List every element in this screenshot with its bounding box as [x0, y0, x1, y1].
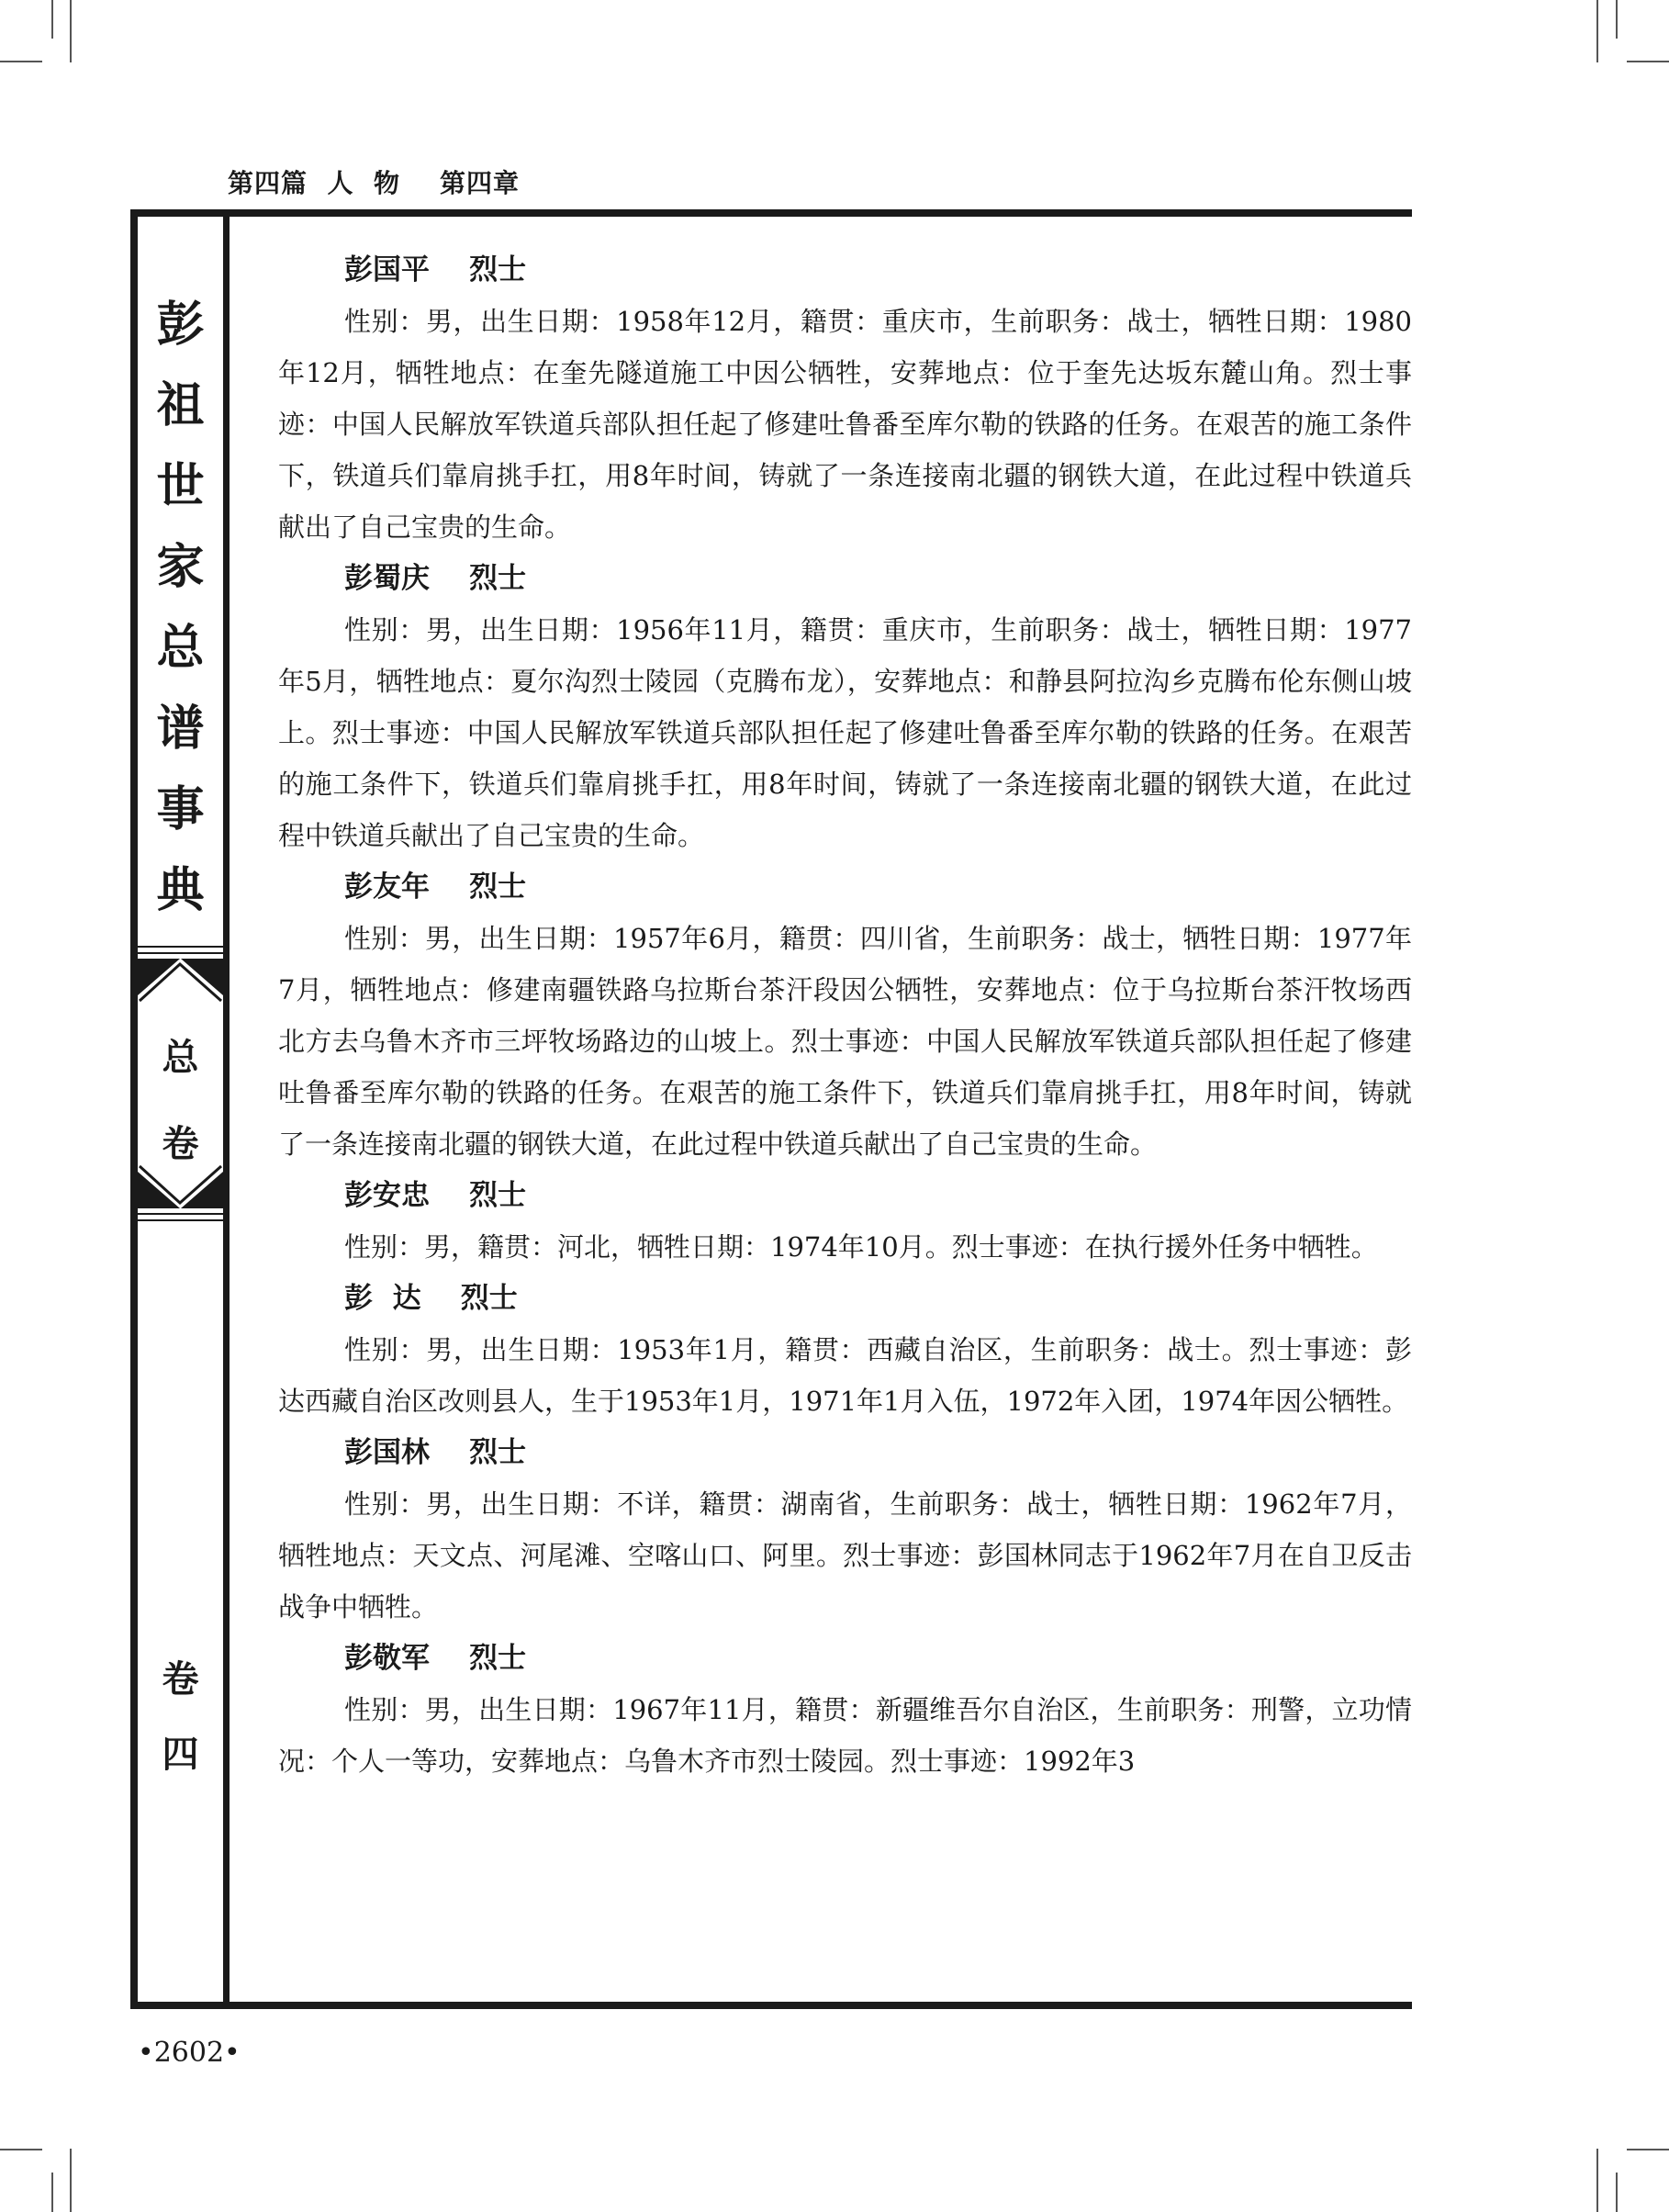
book-title-vertical: [138, 285, 223, 931]
entry-body: 性别：男，出生日期：1953年1月，籍贯：西藏自治区，生前职务：战士。烈士事迹：彭达西藏自治区改则县人，生于1953年1月，1971年1月入伍，1972年入团，1974年因公牺牲。: [278, 1334, 1412, 1417]
entry-body: 性别：男，籍贯：河北，牺牲日期：1974年10月。烈士事迹：在执行援外任务中牺牲。: [344, 1231, 1378, 1263]
entry-heading: 彭 达 烈士: [344, 1282, 518, 1315]
page-number: •2602•: [138, 2037, 241, 2069]
martyr-entry: [278, 553, 1412, 861]
entry-body: 性别：男，出生日期：不详，籍贯：湖南省，生前职务：战士，牺牲日期：1962年7月，牺牲地点：天文点、河尾滩、空喀山口、阿里。烈士事迹：彭国林同志于1962年7月在自卫反击战争中牺牲。: [278, 1488, 1412, 1623]
part-label-char: 四: [162, 1734, 199, 1776]
book-title-char: 家: [156, 540, 205, 595]
entry-heading: 彭友年 烈士: [344, 870, 527, 904]
crop-mark: [1616, 0, 1618, 39]
volume-label-char: 卷: [162, 1123, 199, 1165]
part-label-vertical: [138, 1642, 223, 1792]
crop-mark: [1616, 2173, 1618, 2212]
crop-mark: [1627, 2149, 1669, 2150]
entry-body: 性别：男，出生日期：1956年11月，籍贯：重庆市，生前职务：战士，牺牲日期：1977年5月，牺牲地点：夏尔沟烈士陵园（克腾布龙），安葬地点：和静县阿拉沟乡克腾布伦东侧山坡上。烈士事迹：中国人民解放军铁道兵部队担任起了修建吐鲁番至库尔勒的铁路的任务。在艰苦的施工条件下，铁道兵们靠肩挑手扛，用8年时间，铸就了一条连接南北疆的钢铁大道，在此过程中铁道兵献出了自己宝贵的生命。: [278, 614, 1412, 851]
crop-mark: [1596, 0, 1598, 62]
entry-body: 性别：男，出生日期：1967年11月，籍贯：新疆维吾尔自治区，生前职务：刑警，立功情况：个人一等功，安葬地点：乌鲁木齐市烈士陵园。烈士事迹：1992年3: [278, 1694, 1412, 1777]
entry-body: 性别：男，出生日期：1957年6月，籍贯：四川省，生前职务：战士，牺牲日期：1977年7月，牺牲地点：修建南疆铁路乌拉斯台茶汗段因公牺牲，安葬地点：位于乌拉斯台茶汗牧场西北方去乌鲁木齐市三坪牧场路边的山坡上。烈士事迹：中国人民解放军铁道兵部队担任起了修建吐鲁番至库尔勒的铁路的任务。在艰苦的施工条件下，铁道兵们靠肩挑手扛，用8年时间，铸就了一条连接南北疆的钢铁大道，在此过程中铁道兵献出了自己宝贵的生命。: [278, 923, 1412, 1160]
running-head: 第四篇 人 物 第四章: [228, 168, 520, 198]
sidebar-divider-rule: [223, 209, 230, 2009]
entry-body: 性别：男，出生日期：1958年12月，籍贯：重庆市，生前职务：战士，牺牲日期：1980年12月，牺牲地点：在奎先隧道施工中因公牺牲，安葬地点：位于奎先达坂东麓山角。烈士事迹：中国人民解放军铁道兵部队担任起了修建吐鲁番至库尔勒的铁路的任务。在艰苦的施工条件下，铁道兵们靠肩挑手扛，用8年时间，铸就了一条连接南北疆的钢铁大道，在此过程中铁道兵献出了自己宝贵的生命。: [278, 306, 1412, 543]
crop-mark: [51, 2173, 53, 2212]
book-title-char: 彭: [156, 298, 205, 353]
volume-label-char: 总: [162, 1037, 199, 1079]
entry-heading: 彭敬军 烈士: [344, 1642, 527, 1675]
volume-badge-ornament: [138, 946, 223, 1221]
crop-mark: [70, 2149, 72, 2212]
martyr-entry: [278, 1633, 1412, 1787]
volume-badge: [138, 946, 223, 1221]
martyr-entry: [278, 1427, 1412, 1633]
part-label-char: 卷: [162, 1658, 199, 1701]
crop-mark: [1596, 2149, 1598, 2212]
martyr-entry: [278, 861, 1412, 1170]
book-title-char: 总: [156, 621, 205, 676]
frame-left-rule: [130, 209, 138, 2009]
book-title-char: 谱: [156, 702, 205, 757]
martyr-entry: [278, 1273, 1412, 1427]
book-title-char: 世: [156, 459, 205, 514]
book-title-char: 事: [156, 782, 205, 837]
martyr-entry: [278, 244, 1412, 553]
crop-mark: [1627, 61, 1669, 62]
entry-heading: 彭蜀庆 烈士: [344, 562, 527, 595]
crop-mark: [0, 61, 42, 62]
entry-heading: 彭国平 烈士: [344, 253, 527, 286]
entry-heading: 彭安忠 烈士: [344, 1179, 527, 1212]
martyr-entry: [278, 1170, 1412, 1273]
entry-heading: 彭国林 烈士: [344, 1436, 527, 1469]
crop-mark: [70, 0, 72, 62]
book-title-char: 典: [156, 863, 205, 918]
book-title-char: 祖: [156, 378, 205, 433]
main-text-column: [278, 244, 1412, 1787]
crop-mark: [51, 0, 53, 39]
crop-mark: [0, 2149, 42, 2150]
